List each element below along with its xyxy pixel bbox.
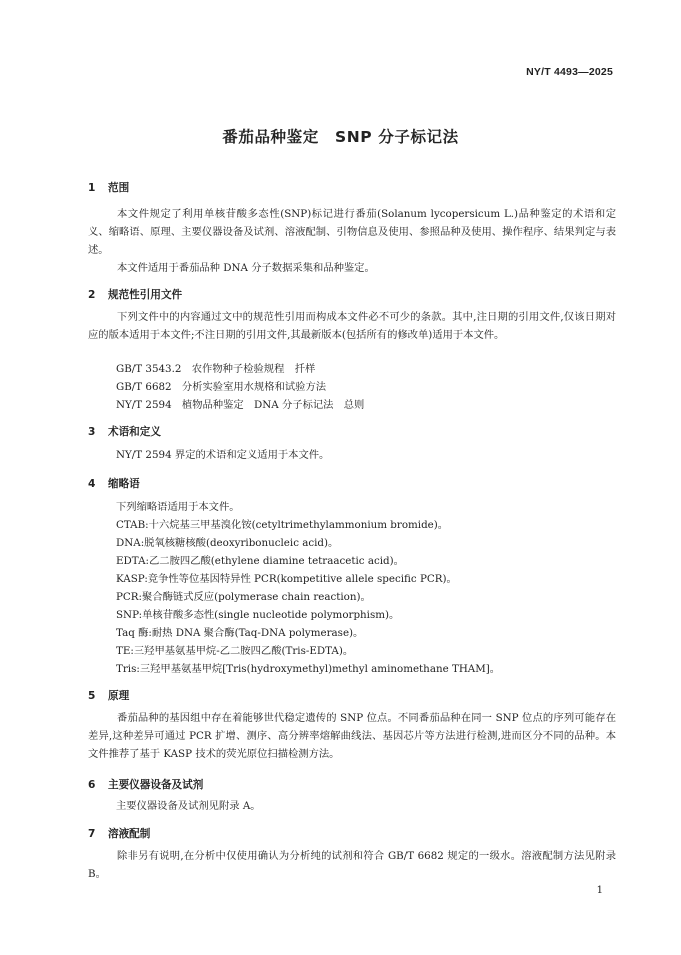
section-title: 主要仪器设备及试剂 <box>108 779 204 791</box>
section-7-paragraph-1: 除非另有说明,在分析中仅使用确认为分析纯的试剂和符合 GB/T 6682 规定的一级水。溶液配制方法见附录 B。 <box>88 850 616 880</box>
abbreviation-item: SNP:单核苷酸多态性(single nucleotide polymorphism)。 <box>116 609 400 621</box>
section-number: 3 <box>88 426 96 438</box>
section-number: 4 <box>88 478 96 490</box>
section-7-heading <box>88 826 150 841</box>
section-number: 5 <box>88 690 96 702</box>
section-number: 7 <box>88 828 96 840</box>
abbreviation-item: TE:三羟甲基氨基甲烷-乙二胺四乙酸(Tris-EDTA)。 <box>116 645 354 657</box>
document-title: 番茄品种鉴定 SNP 分子标记法 <box>222 128 459 146</box>
abbreviation-item: EDTA:乙二胺四乙酸(ethylene diamine tetraacetic acid)。 <box>116 555 404 567</box>
section-5-paragraph-1: 番茄品种的基因组中存在着能够世代稳定遗传的 SNP 位点。不同番茄品种在同一 SNP 位点的序列可能存在差异,这种差异可通过 PCR 扩增、测序、高分辨率熔解曲线法、基因芯片等方法进行检测,进而区分不同的品种。本文件推荐了基于 KASP 技术的荧光原位扫描检测方法。 <box>88 712 616 760</box>
section-number: 1 <box>88 182 96 194</box>
reference-item: GB/T 6682 分析实验室用水规格和试验方法 <box>116 381 327 393</box>
section-1-paragraph-2: 本文件适用于番茄品种 DNA 分子数据采集和品种鉴定。 <box>117 262 375 274</box>
section-title: 缩略语 <box>108 478 140 490</box>
section-title: 规范性引用文件 <box>108 289 183 301</box>
page-number: 1 <box>596 885 603 896</box>
section-title: 范围 <box>108 182 130 194</box>
section-6-heading <box>88 777 203 792</box>
section-title: 溶液配制 <box>108 828 151 840</box>
reference-item: GB/T 3543.2 农作物种子检验规程 扦样 <box>116 363 316 375</box>
standard-number: NY/T 4493—2025 <box>526 66 613 78</box>
abbreviation-item: CTAB:十六烷基三甲基溴化铵(cetyltrimethylammonium bromide)。 <box>116 519 449 531</box>
abbreviation-item: KASP:竞争性等位基因特异性 PCR(kompetitive allele specific PCR)。 <box>116 573 457 585</box>
reference-item: NY/T 2594 植物品种鉴定 DNA 分子标记法 总则 <box>116 399 365 411</box>
section-2-heading <box>88 287 182 302</box>
section-number: 2 <box>88 289 96 301</box>
section-3-heading <box>88 424 161 439</box>
abbreviation-item: PCR:聚合酶链式反应(polymerase chain reaction)。 <box>116 591 371 603</box>
abbreviation-item: DNA:脱氧核糖核酸(deoxyribonucleic acid)。 <box>116 537 339 549</box>
section-3-paragraph-1: NY/T 2594 界定的术语和定义适用于本文件。 <box>116 449 330 461</box>
section-1-heading <box>88 180 129 195</box>
abbreviation-item: Taq 酶:耐热 DNA 聚合酶(Taq-DNA polymerase)。 <box>116 627 364 639</box>
section-1-paragraph-1: 本文件规定了利用单核苷酸多态性(SNP)标记进行番茄(Solanum lycopersicum L.)品种鉴定的术语和定义、缩略语、原理、主要仪器设备及试剂、溶液配制、引物信息及使用、参照品种及使用、操作程序、结果判定与表述。 <box>88 208 616 256</box>
section-6-paragraph-1: 主要仪器设备及试剂见附录 A。 <box>116 800 261 812</box>
section-5-heading <box>88 688 129 703</box>
abbreviations-intro: 下列缩略语适用于本文件。 <box>116 501 240 513</box>
abbreviation-item: Tris:三羟甲基氨基甲烷[Tris(hydroxymethyl)methyl aminomethane THAM]。 <box>116 663 501 675</box>
section-title: 术语和定义 <box>108 426 161 438</box>
section-4-heading <box>88 476 140 491</box>
section-2-paragraph-1: 下列文件中的内容通过文中的规范性引用而构成本文件必不可少的条款。其中,注日期的引用文件,仅该日期对应的版本适用于本文件;不注日期的引用文件,其最新版本(包括所有的修改单)适用于本文件。 <box>88 311 616 341</box>
section-title: 原理 <box>108 690 130 702</box>
section-number: 6 <box>88 779 96 791</box>
